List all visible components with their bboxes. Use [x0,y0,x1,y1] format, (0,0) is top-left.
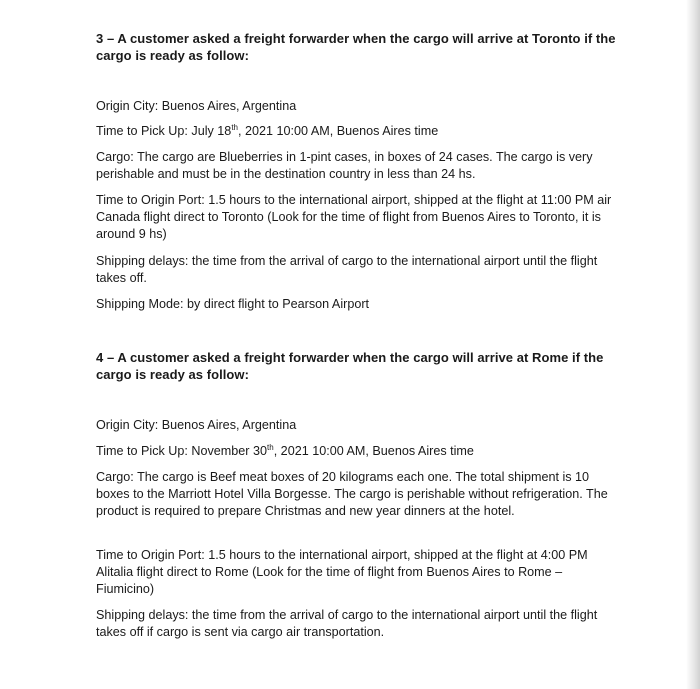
question-3-pickup-suffix: , 2021 10:00 AM, Buenos Aires time [237,124,439,138]
question-3-origin-port: Time to Origin Port: 1.5 hours to the international airport, shipped at the flight at 11:00 PM air Canada flight direct to Toronto (Look for the time of flight from Buenos Aires to Toronto, it is around 9 hs) [96,193,612,241]
question-3-shipping-mode: Shipping Mode: by direct flight to Pearson Airport [96,297,370,311]
question-4-origin-port: Time to Origin Port: 1.5 hours to the international airport, shipped at the flight at 4:00 PM Alitalia flight direct to Rome (Look for the time of flight from Buenos Aires to Rome – Fiumicino) [96,548,588,596]
question-4-origin-city: Origin City: Buenos Aires, Argentina [96,418,297,432]
question-4-shipping-delays: Shipping delays: the time from the arrival of cargo to the international airport until the flight takes off if cargo is sent via cargo air transportation. [96,608,598,639]
page-edge-shadow [686,0,700,689]
question-4-cargo: Cargo: The cargo is Beef meat boxes of 20 kilograms each one. The total shipment is 10 boxes to the Marriott Hotel Villa Borgesse. The cargo is perishable without refrigeration. The product is required to prepare Christmas and new year dinners at the hotel. [96,470,608,518]
question-4-pickup-prefix: Time to Pick Up: November 30 [96,444,268,458]
question-3-title: 3 – A customer asked a freight forwarder when the cargo will arrive at Toronto if the cargo is ready as follow: [96,31,616,63]
question-4-pickup-suffix: , 2021 10:00 AM, Buenos Aires time [273,444,474,458]
question-3-pickup-time [96,123,614,140]
question-4-pickup-ordinal: th [267,443,274,452]
question-4-title: 4 – A customer asked a freight forwarder when the cargo will arrive at Rome if the cargo is ready as follow: [96,350,604,382]
question-3-cargo: Cargo: The cargo are Blueberries in 1-pint cases, in boxes of 24 cases. The cargo is very perishable and must be in the destination country in less than 24 hs. [96,150,593,181]
question-4-pickup-time [96,443,614,460]
question-3-pickup-ordinal: th [231,123,238,132]
question-3-shipping-delays: Shipping delays: the time from the arrival of cargo to the international airport until the flight takes off. [96,254,598,285]
question-3-origin-city: Origin City: Buenos Aires, Argentina [96,99,297,113]
question-3-pickup-prefix: Time to Pick Up: July 18 [96,124,232,138]
